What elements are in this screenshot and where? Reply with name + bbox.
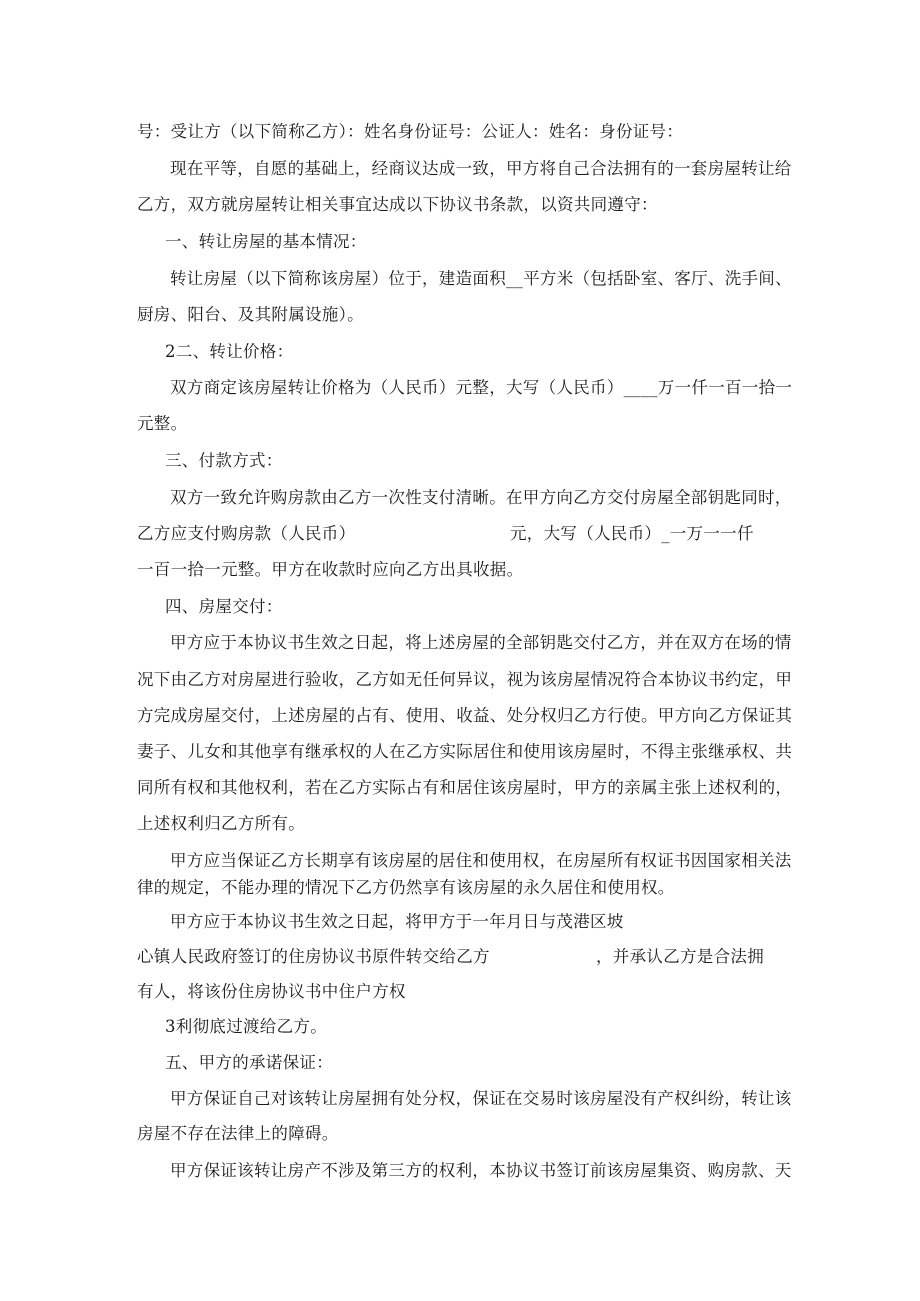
section-4-para-2-line-1: 甲方应当保证乙方长期享有该房屋的居住和使用权，在房屋所有权证书因国家相关法 (170, 851, 792, 870)
section-5-line-1: 甲方保证自己对该转让房屋拥有处分权，保证在交易时该房屋没有产权纠纷，转让该 (170, 1089, 792, 1108)
section-5-heading: 五、甲方的承诺保证： (165, 1053, 333, 1072)
section-5-para-2-line-1: 甲方保证该转让房产不涉及第三方的权利，本协议书签订前该房屋集资、购房款、天 (170, 1161, 792, 1180)
section-4-para-2-line-2: 律的规定，不能办理的情况下乙方仍然享有该房屋的永久居住和使用权。 (137, 878, 675, 897)
section-4-line-2: 况下由乙方对房屋进行验收，乙方如无任何异议，视为该房屋情况符合本协议书约定，甲 (137, 670, 793, 689)
section-4-line-3: 方完成房屋交付，上述房屋的占有、使用、收益、处分权归乙方行使。甲方向乙方保证其 (137, 706, 793, 725)
section-4-para-3-line-1: 甲方应于本协议书生效之日起，将甲方于一年月日与茂港区坡 (170, 912, 624, 931)
preamble-line-2: 乙方，双方就房屋转让相关事宜达成以下协议书条款，以资共同遵守： (137, 195, 658, 214)
section-4-para-3-line-2a: 心镇人民政府签订的住房协议书原件转交给乙方 (137, 947, 490, 966)
section-3-heading: 三、付款方式： (165, 451, 283, 470)
section-4-para-3-line-4: 3利彻底过渡给乙方。 (165, 1017, 327, 1036)
section-2-line-1: 双方商定该房屋转让价格为（人民币）元整，大写（人民币）____万一仟一百一拾一 (170, 378, 793, 397)
header-parties-line: 号：受让方（以下简称乙方）：姓名身份证号：公证人：姓名：身份证号： (137, 122, 684, 141)
section-5-line-2: 房屋不存在法律上的障碍。 (137, 1124, 339, 1143)
section-4-line-4: 妻子、儿女和其他享有继承权的人在乙方实际居住和使用该房屋时，不得主张继承权、共 (137, 742, 793, 761)
section-4-line-6: 上述权利归乙方所有。 (137, 814, 305, 833)
section-2-heading: 2二、转让价格： (165, 342, 294, 361)
section-1-line-1: 转让房屋（以下简称该房屋）位于，建造面积__平方米（包括卧室、客厅、洗手间、 (170, 269, 792, 288)
section-3-line-2a: 乙方应支付购房款（人民币） (137, 524, 356, 543)
section-3-line-3: 一百一拾一元整。甲方在收款时应向乙方出具收据。 (137, 560, 524, 579)
section-3-line-2b: 元，大写（人民币）_一万一一仟 (510, 524, 754, 543)
section-4-heading: 四、房屋交付： (165, 597, 283, 616)
section-4-para-3-line-2b: ，并承认乙方是合法拥 (596, 947, 764, 966)
section-4-para-3-line-3: 有人，将该份住房协议书中住户方权 (137, 982, 406, 1001)
section-3-line-1: 双方一致允许购房款由乙方一次性支付清晰。在甲方向乙方交付房屋全部钥匙同时， (170, 488, 792, 507)
section-1-heading: 一、转让房屋的基本情况： (165, 232, 367, 251)
preamble-line-1: 现在平等，自愿的基础上，经商议达成一致，甲方将自己合法拥有的一套房屋转让给 (170, 159, 792, 178)
section-4-line-1: 甲方应于本协议书生效之日起，将上述房屋的全部钥匙交付乙方，并在双方在场的情 (170, 633, 792, 652)
section-2-line-2: 元整。 (137, 414, 188, 433)
section-4-line-5: 同所有权和其他权利，若在乙方实际占有和居住该房屋时，甲方的亲属主张上述权利的， (137, 778, 793, 797)
section-1-line-2: 厨房、阳台、及其附属设施）。 (137, 305, 364, 324)
